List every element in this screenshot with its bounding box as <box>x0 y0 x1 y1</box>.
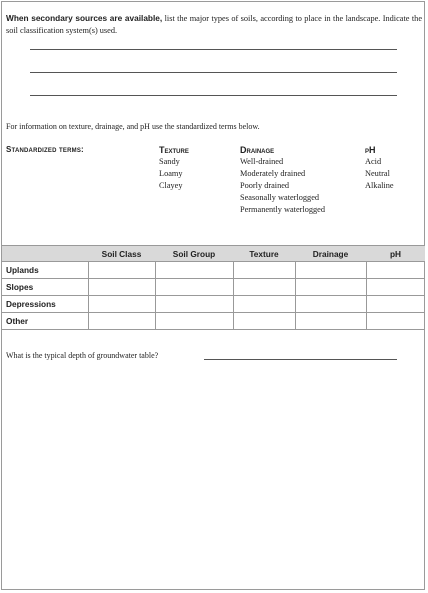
table-cell[interactable] <box>88 262 155 279</box>
intro-paragraph <box>6 12 422 37</box>
drainage-item: Seasonally waterlogged <box>240 193 320 202</box>
table-cell[interactable] <box>366 296 425 313</box>
table-cell[interactable] <box>88 296 155 313</box>
ph-column <box>365 144 394 192</box>
texture-item: Clayey <box>159 181 183 190</box>
table-cell[interactable] <box>366 279 425 296</box>
table-row <box>2 313 425 330</box>
table-cell[interactable] <box>155 296 233 313</box>
drainage-column <box>240 144 325 216</box>
table-cell[interactable] <box>233 313 295 330</box>
table-header-blank <box>2 246 88 262</box>
table-row <box>2 262 425 279</box>
ph-item: Acid <box>365 157 382 166</box>
ph-header: pH <box>365 145 376 155</box>
table-cell[interactable] <box>155 313 233 330</box>
table-header-row <box>2 246 425 262</box>
header-texture: Texture <box>233 246 295 262</box>
drainage-item: Poorly drained <box>240 181 290 190</box>
texture-item: Sandy <box>159 157 180 166</box>
row-label-other: Other <box>2 313 88 330</box>
answer-line-2[interactable] <box>30 72 397 73</box>
intro-bold: When secondary sources are available, <box>6 13 163 23</box>
header-soil-group: Soil Group <box>155 246 233 262</box>
drainage-item: Moderately drained <box>240 169 306 178</box>
table-row <box>2 279 425 296</box>
groundwater-question: What is the typical depth of groundwater table? <box>6 351 159 360</box>
table-cell[interactable] <box>295 262 366 279</box>
table-cell[interactable] <box>233 262 295 279</box>
soil-table <box>2 245 425 330</box>
table-cell[interactable] <box>366 313 425 330</box>
drainage-header: Drainage <box>240 145 275 155</box>
texture-header: Texture <box>159 145 189 155</box>
ph-item: Alkaline <box>365 181 394 190</box>
header-ph: pH <box>366 246 425 262</box>
groundwater-answer-line[interactable] <box>204 359 397 360</box>
answer-line-1[interactable] <box>30 49 397 50</box>
table-cell[interactable] <box>295 313 366 330</box>
texture-column <box>159 144 189 192</box>
texture-item: Loamy <box>159 169 183 178</box>
intro-text: list the major types of soils, according to place in the landscape. Indicate the soil classification system(s) used. <box>6 14 422 35</box>
row-label-slopes: Slopes <box>2 279 88 296</box>
table-cell[interactable] <box>155 262 233 279</box>
table-cell[interactable] <box>295 279 366 296</box>
ph-item: Neutral <box>365 169 390 178</box>
standardized-terms-label: Standardized terms: <box>6 145 84 154</box>
drainage-item: Well-drained <box>240 157 284 166</box>
info-text: For information on texture, drainage, and pH use the standardized terms below. <box>6 122 260 131</box>
row-label-uplands: Uplands <box>2 262 88 279</box>
answer-line-3[interactable] <box>30 95 397 96</box>
table-cell[interactable] <box>88 279 155 296</box>
table-cell[interactable] <box>155 279 233 296</box>
header-soil-class: Soil Class <box>88 246 155 262</box>
table-row <box>2 296 425 313</box>
table-cell[interactable] <box>233 279 295 296</box>
table-cell[interactable] <box>366 262 425 279</box>
drainage-item: Permanently waterlogged <box>240 205 326 214</box>
row-label-depressions: Depressions <box>2 296 88 313</box>
header-drainage: Drainage <box>295 246 366 262</box>
table-cell[interactable] <box>88 313 155 330</box>
table-cell[interactable] <box>295 296 366 313</box>
table-cell[interactable] <box>233 296 295 313</box>
